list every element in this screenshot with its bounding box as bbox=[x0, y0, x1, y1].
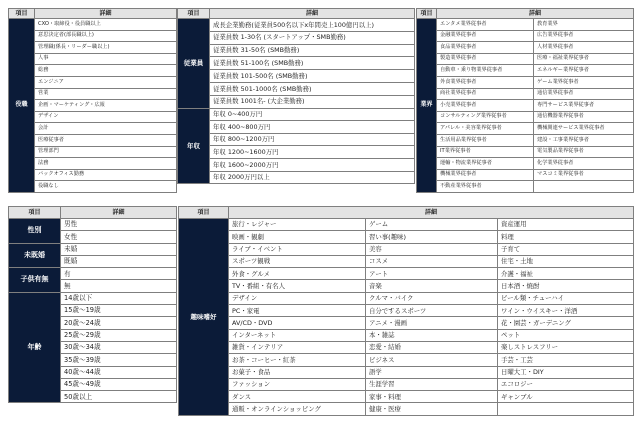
income-item: 年収 1600~2000万円 bbox=[210, 158, 415, 171]
interest-item: スポーツ観戦 bbox=[229, 255, 366, 267]
item-header: 項目 bbox=[179, 207, 229, 219]
interest-item: 子育て bbox=[498, 243, 634, 255]
company-size-item: 従業員数 501-1000名 (SMB勤務) bbox=[210, 82, 415, 95]
job-title-item: 医療従事者 bbox=[35, 134, 177, 146]
interest-item: 本・雑誌 bbox=[366, 329, 498, 341]
table-row bbox=[179, 391, 634, 403]
table-row bbox=[179, 243, 634, 255]
interest-item: アニメ・漫画 bbox=[366, 317, 498, 329]
table-row bbox=[417, 42, 634, 54]
demographics-table bbox=[8, 206, 177, 403]
industry-item: 生活用品業界従事者 bbox=[437, 134, 534, 146]
category-label: 役職 bbox=[9, 19, 35, 193]
interest-item: 介護・福祉 bbox=[498, 268, 634, 280]
job-title-item: エンジニア bbox=[35, 76, 177, 88]
table-row bbox=[178, 19, 415, 32]
table-row bbox=[178, 95, 415, 108]
industry-item: 外食業界従事者 bbox=[437, 76, 534, 88]
gender-item: 女性 bbox=[61, 231, 177, 243]
table-row bbox=[179, 280, 634, 292]
job-title-item: 法務 bbox=[35, 158, 177, 170]
table-row bbox=[417, 53, 634, 65]
table-row bbox=[178, 70, 415, 83]
income-item: 年収 0~400万円 bbox=[210, 108, 415, 121]
table-row bbox=[417, 111, 634, 123]
table-row bbox=[178, 31, 415, 44]
table-row bbox=[179, 366, 634, 378]
interest-item: 花・園芸・ガーデニング bbox=[498, 317, 634, 329]
table-row bbox=[417, 76, 634, 88]
children-item: 無 bbox=[61, 280, 177, 292]
industry-item: アパレル・美容業界従事者 bbox=[437, 123, 534, 135]
job-title-item: デザイン bbox=[35, 111, 177, 123]
table-row bbox=[179, 378, 634, 390]
interest-item: お菓子・食品 bbox=[229, 366, 366, 378]
category-label: 子供有無 bbox=[9, 268, 61, 293]
detail-header: 詳細 bbox=[229, 207, 634, 219]
item-header: 項目 bbox=[9, 207, 61, 219]
table-row bbox=[178, 133, 415, 146]
table-row bbox=[417, 65, 634, 77]
table-row bbox=[178, 82, 415, 95]
children-item: 有 bbox=[61, 268, 177, 280]
interests-table bbox=[178, 206, 634, 416]
interest-item: 自分でするスポーツ bbox=[366, 305, 498, 317]
interest-item: ペット bbox=[498, 329, 634, 341]
company-size-item: 従業員数 51-100名 (SMB勤務) bbox=[210, 57, 415, 70]
age-item: 30歳〜34歳 bbox=[61, 341, 177, 353]
industry-item: ゲーム業界従事者 bbox=[534, 76, 634, 88]
interest-item: AV/CD・DVD bbox=[229, 317, 366, 329]
table-row bbox=[179, 305, 634, 317]
table-row bbox=[178, 171, 415, 184]
job-title-item: バックオフィス勤務 bbox=[35, 169, 177, 181]
job-title-item: 意思決定者(部長職以上) bbox=[35, 30, 177, 42]
company-size-item: 成長企業勤務(従業員500名以下x年間売上100億円以上) bbox=[210, 19, 415, 32]
category-label: 性別 bbox=[9, 219, 61, 244]
table-row bbox=[9, 65, 177, 77]
table-row bbox=[178, 57, 415, 70]
interest-item: 健康・医療 bbox=[366, 403, 498, 415]
interest-item: 外食・グルメ bbox=[229, 268, 366, 280]
marital-item: 既婚 bbox=[61, 255, 177, 267]
industry-item: 商社業界従事者 bbox=[437, 88, 534, 100]
income-item: 年収 800~1200万円 bbox=[210, 133, 415, 146]
interest-item: エコロジー bbox=[498, 378, 634, 390]
company-size-item: 従業員数 101-500名 (SMB勤務) bbox=[210, 70, 415, 83]
interest-item: ビジネス bbox=[366, 354, 498, 366]
industry-item: 教育業界 bbox=[534, 19, 634, 31]
job-title-item: 企画・マーケティング・広報 bbox=[35, 100, 177, 112]
table-row bbox=[179, 219, 634, 231]
table-row bbox=[9, 134, 177, 146]
age-item: 40歳〜44歳 bbox=[61, 366, 177, 378]
interest-item: TV・番組・有名人 bbox=[229, 280, 366, 292]
interest-item: インターネット bbox=[229, 329, 366, 341]
table-row bbox=[417, 181, 634, 193]
table-row bbox=[417, 88, 634, 100]
job-title-item: 役職なし bbox=[35, 181, 177, 193]
interest-item: 手芸・工芸 bbox=[498, 354, 634, 366]
industry-item: 製造業界従事者 bbox=[437, 53, 534, 65]
industry-item: 専門サービス業界従事者 bbox=[534, 100, 634, 112]
table-row bbox=[9, 111, 177, 123]
interest-item: ファッション bbox=[229, 378, 366, 390]
industry-item: 金融業界従事者 bbox=[437, 30, 534, 42]
income-item: 年収 2000万円以上 bbox=[210, 171, 415, 184]
table-row bbox=[9, 30, 177, 42]
industry-item: 通信業界従事者 bbox=[534, 88, 634, 100]
table-row bbox=[179, 317, 634, 329]
table-row bbox=[9, 158, 177, 170]
interest-item: コスメ bbox=[366, 255, 498, 267]
interest-item: PC・家電 bbox=[229, 305, 366, 317]
industry-item: 不動産業界従事者 bbox=[437, 181, 534, 193]
table-row bbox=[179, 354, 634, 366]
industry-item: 広告業界従事者 bbox=[534, 30, 634, 42]
interest-item: ワイン・ウイスキー・洋酒 bbox=[498, 305, 634, 317]
interest-item: ギャンブル bbox=[498, 391, 634, 403]
category-label: 未既婚 bbox=[9, 243, 61, 268]
category-label: 従業員 bbox=[178, 19, 210, 109]
interest-item: お茶・コーヒー・紅茶 bbox=[229, 354, 366, 366]
table-row bbox=[9, 219, 177, 231]
interest-item: 音楽 bbox=[366, 280, 498, 292]
company-size-income-table bbox=[177, 8, 415, 184]
item-header: 項目 bbox=[178, 9, 210, 19]
job-title-item: 管理部門 bbox=[35, 146, 177, 158]
interest-item: 習い事(趣味) bbox=[366, 231, 498, 243]
table-row bbox=[9, 169, 177, 181]
table-row bbox=[9, 76, 177, 88]
table-row bbox=[9, 268, 177, 280]
job-title-item: 管理職(係長・リーダー職以上) bbox=[35, 42, 177, 54]
marital-item: 未婚 bbox=[61, 243, 177, 255]
detail-header: 詳細 bbox=[61, 207, 177, 219]
industry-item: 通信機器業界従事者 bbox=[534, 111, 634, 123]
interest-item: 料理 bbox=[498, 231, 634, 243]
interest-item: 美容 bbox=[366, 243, 498, 255]
detail-header: 詳細 bbox=[35, 9, 177, 19]
category-label: 趣味嗜好 bbox=[179, 219, 229, 416]
industry-item bbox=[534, 181, 634, 193]
table-row bbox=[179, 329, 634, 341]
table-row bbox=[178, 44, 415, 57]
interest-item: 住宅・土地 bbox=[498, 255, 634, 267]
income-item: 年収 400~800万円 bbox=[210, 121, 415, 134]
interest-item: 家事・料理 bbox=[366, 391, 498, 403]
table-row bbox=[9, 123, 177, 135]
interest-item: 語学 bbox=[366, 366, 498, 378]
table-row bbox=[9, 100, 177, 112]
industry-item: 食品業界従事者 bbox=[437, 42, 534, 54]
industry-item: 建設・工事業界従事者 bbox=[534, 134, 634, 146]
industry-item: エネルギー業界従事者 bbox=[534, 65, 634, 77]
job-title-item: CXO・取締役・役員職以上 bbox=[35, 19, 177, 31]
item-header: 項目 bbox=[9, 9, 35, 19]
table-row bbox=[179, 255, 634, 267]
table-row bbox=[179, 231, 634, 243]
category-label: 年収 bbox=[178, 108, 210, 184]
table-row bbox=[179, 341, 634, 353]
interest-item: ビール類・チューハイ bbox=[498, 292, 634, 304]
table-row bbox=[417, 30, 634, 42]
detail-header: 詳細 bbox=[437, 9, 634, 19]
table-row bbox=[9, 243, 177, 255]
age-item: 20歳〜24歳 bbox=[61, 317, 177, 329]
table-row bbox=[9, 42, 177, 54]
table-row bbox=[417, 19, 634, 31]
table-row bbox=[9, 146, 177, 158]
interest-item: 楽しストレスフリー bbox=[498, 341, 634, 353]
interest-item: デザイン bbox=[229, 292, 366, 304]
table-row bbox=[417, 123, 634, 135]
industry-item: 人材業界従事者 bbox=[534, 42, 634, 54]
industry-item: 機械関連サービス業界従事者 bbox=[534, 123, 634, 135]
industry-item: 小売業界従事者 bbox=[437, 100, 534, 112]
job-title-item: 総務 bbox=[35, 65, 177, 77]
table-row bbox=[9, 88, 177, 100]
industry-item: IT業界従事者 bbox=[437, 146, 534, 158]
job-title-item: 営業 bbox=[35, 88, 177, 100]
table-row bbox=[9, 181, 177, 193]
industry-item: エンタメ業界従事者 bbox=[437, 19, 534, 31]
age-item: 35歳〜39歳 bbox=[61, 354, 177, 366]
interest-item: 通販・オンラインショッピング bbox=[229, 403, 366, 415]
interest-item: 日曜大工・DIY bbox=[498, 366, 634, 378]
gender-item: 男性 bbox=[61, 219, 177, 231]
age-item: 45歳〜49歳 bbox=[61, 378, 177, 390]
job-title-item: 会計 bbox=[35, 123, 177, 135]
interest-item: 雑貨・インテリア bbox=[229, 341, 366, 353]
table-row bbox=[417, 134, 634, 146]
company-size-item: 従業員数 1-30名 (スタートアップ・SMB勤務) bbox=[210, 31, 415, 44]
interest-item: 生涯学習 bbox=[366, 378, 498, 390]
industry-item: 化学業界従事者 bbox=[534, 158, 634, 170]
item-header: 項目 bbox=[417, 9, 437, 19]
income-item: 年収 1200~1600万円 bbox=[210, 146, 415, 159]
job-title-table bbox=[8, 8, 177, 193]
age-item: 15歳〜19歳 bbox=[61, 305, 177, 317]
table-row bbox=[179, 268, 634, 280]
age-item: 25歳〜29歳 bbox=[61, 329, 177, 341]
table-row bbox=[9, 53, 177, 65]
table-row bbox=[178, 158, 415, 171]
industry-item: 医療・福祉業界従事者 bbox=[534, 53, 634, 65]
category-label: 年齢 bbox=[9, 292, 61, 403]
industry-item: 自動車・乗り物業界従事者 bbox=[437, 65, 534, 77]
table-row bbox=[417, 146, 634, 158]
job-title-item: 人事 bbox=[35, 53, 177, 65]
interest-item: クルマ・バイク bbox=[366, 292, 498, 304]
table-row bbox=[179, 403, 634, 415]
industry-item: 運輸・物流業界従事者 bbox=[437, 158, 534, 170]
interest-item: 恋愛・結婚 bbox=[366, 341, 498, 353]
interest-item: 日本酒・焼酎 bbox=[498, 280, 634, 292]
industry-item: 電気製品業界従事者 bbox=[534, 146, 634, 158]
interest-item: ライブ・イベント bbox=[229, 243, 366, 255]
company-size-item: 従業員数 1001名- (大企業勤務) bbox=[210, 95, 415, 108]
table-row bbox=[417, 158, 634, 170]
table-row bbox=[178, 108, 415, 121]
industry-item: マスコミ業界従事者 bbox=[534, 169, 634, 181]
interest-item: 旅行・レジャー bbox=[229, 219, 366, 231]
table-row bbox=[9, 292, 177, 304]
interest-item bbox=[498, 403, 634, 415]
table-row bbox=[417, 100, 634, 112]
industry-item: 機械業界従事者 bbox=[437, 169, 534, 181]
table-row bbox=[9, 19, 177, 31]
company-size-item: 従業員数 31-50名 (SMB勤務) bbox=[210, 44, 415, 57]
interest-item: ゲーム bbox=[366, 219, 498, 231]
category-label: 業界 bbox=[417, 19, 437, 193]
industry-item: コンサルティング業界従事者 bbox=[437, 111, 534, 123]
table-row bbox=[179, 292, 634, 304]
age-item: 14歳以下 bbox=[61, 292, 177, 304]
interest-item: アート bbox=[366, 268, 498, 280]
table-row bbox=[178, 146, 415, 159]
detail-header: 詳細 bbox=[210, 9, 415, 19]
table-row bbox=[417, 169, 634, 181]
interest-item: ダンス bbox=[229, 391, 366, 403]
table-row bbox=[178, 121, 415, 134]
interest-item: 資産運用 bbox=[498, 219, 634, 231]
interest-item: 映画・観劇 bbox=[229, 231, 366, 243]
industry-table bbox=[416, 8, 634, 193]
age-item: 50歳以上 bbox=[61, 391, 177, 403]
